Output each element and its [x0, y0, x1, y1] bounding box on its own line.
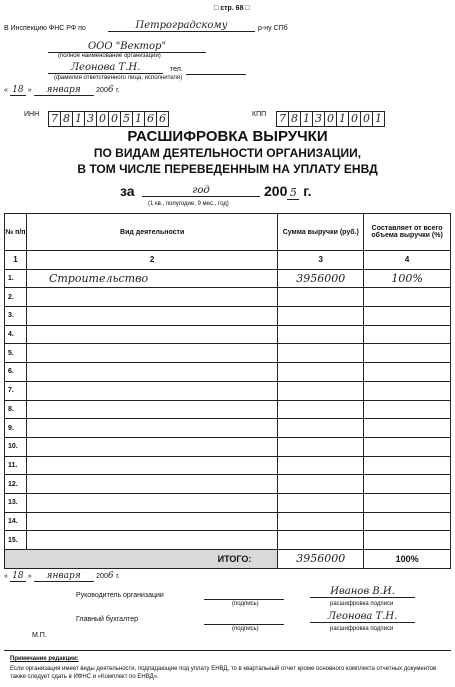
footer-date: « 18 » января 2006 г. — [4, 571, 120, 581]
revenue-table — [4, 213, 451, 569]
digit-box[interactable]: 1 — [73, 111, 85, 127]
row-number: 9. — [5, 419, 27, 438]
header-revenue: Сумма выручки (руб.) — [278, 214, 364, 251]
activity-cell[interactable] — [26, 344, 277, 363]
digit-box[interactable]: 1 — [133, 111, 145, 127]
row-number: 10. — [5, 437, 27, 456]
footer-date-year-digit[interactable]: 6 — [107, 571, 114, 581]
activity-cell[interactable] — [26, 288, 277, 307]
share-cell[interactable] — [364, 512, 451, 531]
row-number: 4. — [5, 325, 27, 344]
revenue-cell[interactable] — [278, 437, 364, 456]
digit-box[interactable]: 8 — [289, 111, 301, 127]
digit-box[interactable]: 6 — [157, 111, 169, 127]
share-cell[interactable] — [364, 344, 451, 363]
activity-cell[interactable] — [26, 456, 277, 475]
total-label: ИТОГО: — [5, 550, 278, 569]
organization-field[interactable]: ООО "Вектор" — [48, 41, 206, 53]
row-number: 12. — [5, 475, 27, 494]
table-row — [5, 437, 451, 456]
table-row — [5, 493, 451, 512]
table-row — [5, 531, 451, 550]
organization-caption: (полное наименование организации) — [58, 53, 161, 59]
digit-box[interactable]: 0 — [97, 111, 109, 127]
inspection-field[interactable]: Петроградскому — [108, 20, 255, 32]
total-revenue[interactable]: 3956000 — [278, 550, 364, 569]
row-number: 13. — [5, 493, 27, 512]
table-column-numbers-row — [5, 251, 451, 270]
digit-box[interactable]: 7 — [276, 111, 289, 127]
tel-field[interactable] — [186, 74, 246, 75]
activity-cell[interactable] — [26, 381, 277, 400]
share-cell[interactable] — [364, 325, 451, 344]
digit-box[interactable]: 6 — [145, 111, 157, 127]
header-num: № п/п — [5, 214, 27, 251]
row-number: 1. — [5, 269, 27, 288]
table-row — [5, 456, 451, 475]
period-prefix: за — [120, 183, 135, 199]
col-number: 3 — [278, 251, 364, 270]
activity-cell[interactable] — [26, 437, 277, 456]
activity-cell[interactable]: Строительство — [26, 269, 277, 288]
note-title: Примечание редакции: — [10, 656, 79, 662]
digit-box[interactable]: 3 — [313, 111, 325, 127]
row-number: 11. — [5, 456, 27, 475]
row-number: 5. — [5, 344, 27, 363]
accountant-label: Главный бухгалтер — [76, 616, 138, 623]
activity-cell[interactable] — [26, 475, 277, 494]
table-row — [5, 363, 451, 382]
revenue-cell[interactable] — [278, 456, 364, 475]
checkbox-icon: □ — [214, 5, 219, 12]
activity-cell[interactable] — [26, 512, 277, 531]
share-cell[interactable] — [364, 363, 451, 382]
kpp-field[interactable] — [276, 107, 385, 127]
share-cell[interactable] — [364, 288, 451, 307]
note-text: Если организация имеет виды деятельности, подпадающие под уплату ЕНВД, то в квартальный отчет кроме основного комплекта отчетных документов также следует сдать в ИФНС и «Комплект по ЕНВД». — [10, 666, 437, 680]
total-share: 100% — [364, 550, 451, 569]
accountant-name-field[interactable]: Леонова Т.Н. — [310, 611, 415, 623]
row-number: 3. — [5, 307, 27, 326]
digit-box[interactable]: 3 — [85, 111, 97, 127]
digit-box[interactable]: 1 — [373, 111, 385, 127]
header-date-month[interactable]: января — [34, 85, 94, 96]
person-field[interactable]: Леонова Т.Н. — [48, 62, 163, 74]
table-row — [5, 288, 451, 307]
table-row — [5, 307, 451, 326]
revenue-cell[interactable] — [278, 512, 364, 531]
digit-box[interactable]: 0 — [325, 111, 337, 127]
head-name-caption: расшифровка подписи — [330, 601, 394, 607]
table-row — [5, 344, 451, 363]
period-caption: (1 кв., полугодие, 9 мес., год) — [148, 201, 229, 207]
revenue-cell[interactable] — [278, 419, 364, 438]
share-cell[interactable] — [364, 493, 451, 512]
share-cell[interactable] — [364, 307, 451, 326]
digit-box[interactable]: 1 — [301, 111, 313, 127]
row-number: 8. — [5, 400, 27, 419]
footer-date-month[interactable]: января — [34, 571, 94, 582]
activity-cell[interactable] — [26, 307, 277, 326]
header-date-year-digit[interactable]: 6 — [107, 85, 114, 95]
table-row — [5, 381, 451, 400]
table-row — [5, 269, 451, 288]
revenue-cell[interactable]: 3956000 — [278, 269, 364, 288]
activity-cell[interactable] — [26, 493, 277, 512]
accountant-signature-field[interactable] — [204, 623, 284, 625]
share-cell[interactable] — [364, 437, 451, 456]
header-date-day[interactable]: 18 — [10, 85, 26, 96]
page-marker: □ стр. 68 □ — [214, 5, 250, 12]
row-number: 2. — [5, 288, 27, 307]
digit-box[interactable]: 5 — [121, 111, 133, 127]
share-cell[interactable] — [364, 475, 451, 494]
digit-box[interactable]: 8 — [61, 111, 73, 127]
table-row — [5, 325, 451, 344]
digit-box[interactable]: 0 — [349, 111, 361, 127]
person-caption: (фамилия ответственного лица, исполнителя) — [54, 75, 183, 81]
row-number: 7. — [5, 381, 27, 400]
activity-cell[interactable] — [26, 400, 277, 419]
activity-cell[interactable] — [26, 325, 277, 344]
revenue-cell[interactable] — [278, 288, 364, 307]
table-row — [5, 475, 451, 494]
row-number: 15. — [5, 531, 27, 550]
kpp-label: КПП — [252, 111, 267, 118]
activity-cell[interactable] — [26, 363, 277, 382]
row-number: 14. — [5, 512, 27, 531]
share-cell[interactable] — [364, 381, 451, 400]
digit-box[interactable]: 7 — [48, 111, 61, 127]
period-year: 200 5 г. — [264, 183, 312, 199]
activity-cell[interactable] — [26, 419, 277, 438]
table-row — [5, 400, 451, 419]
revenue-cell[interactable] — [278, 344, 364, 363]
header-activity: Вид деятельности — [26, 214, 277, 251]
head-label: Руководитель организации — [76, 592, 164, 599]
period-year-digit[interactable]: 5 — [287, 186, 299, 200]
inspection-prefix: В Инспекцию ФНС РФ по — [4, 25, 86, 32]
revenue-cell[interactable] — [278, 400, 364, 419]
share-cell[interactable] — [364, 419, 451, 438]
inspection-suffix: р-ну СПб — [258, 25, 288, 32]
row-number: 6. — [5, 363, 27, 382]
revenue-cell[interactable] — [278, 381, 364, 400]
digit-box[interactable]: 0 — [109, 111, 121, 127]
revenue-cell[interactable] — [278, 493, 364, 512]
accountant-name-caption: расшифровка подписи — [330, 626, 394, 632]
form-subtitle-1: ПО ВИДАМ ДЕЯТЕЛЬНОСТИ ОРГАНИЗАЦИИ, — [93, 146, 362, 160]
activity-cell[interactable] — [26, 531, 277, 550]
header-date: « 18 » января 2006 г. — [4, 85, 120, 95]
stamp-label: М.П. — [32, 632, 47, 639]
total-row — [5, 550, 451, 569]
col-number: 1 — [5, 251, 27, 270]
share-cell[interactable] — [364, 531, 451, 550]
head-name-field[interactable]: Иванов В.И. — [310, 586, 415, 598]
form-title: РАСШИФРОВКА ВЫРУЧКИ — [127, 128, 328, 145]
head-signature-field[interactable] — [204, 598, 284, 600]
table-row — [5, 419, 451, 438]
period-field[interactable]: год — [142, 185, 260, 197]
revenue-cell[interactable] — [278, 531, 364, 550]
checkbox-icon: □ — [245, 5, 250, 12]
head-signature-caption: (подпись) — [232, 601, 259, 607]
revenue-cell[interactable] — [278, 363, 364, 382]
revenue-cell[interactable] — [278, 475, 364, 494]
col-number: 4 — [364, 251, 451, 270]
share-cell[interactable]: 100% — [364, 269, 451, 288]
inn-label: ИНН — [24, 111, 40, 118]
note-divider — [4, 650, 451, 651]
digit-box[interactable]: 1 — [337, 111, 349, 127]
share-cell[interactable] — [364, 456, 451, 475]
footer-date-day[interactable]: 18 — [10, 571, 26, 582]
accountant-signature-caption: (подпись) — [232, 626, 259, 632]
form-subtitle-2: В ТОМ ЧИСЛЕ ПЕРЕВЕДЕННЫМ НА УПЛАТУ ЕНВД — [77, 162, 378, 176]
revenue-cell[interactable] — [278, 325, 364, 344]
table-header-row — [5, 214, 451, 251]
tel-label: тел. — [170, 66, 183, 73]
col-number: 2 — [26, 251, 277, 270]
share-cell[interactable] — [364, 400, 451, 419]
digit-box[interactable]: 0 — [361, 111, 373, 127]
inn-field[interactable] — [48, 107, 169, 127]
table-row — [5, 512, 451, 531]
header-share: Составляет от всего объема выручки (%) — [364, 214, 451, 251]
revenue-cell[interactable] — [278, 307, 364, 326]
